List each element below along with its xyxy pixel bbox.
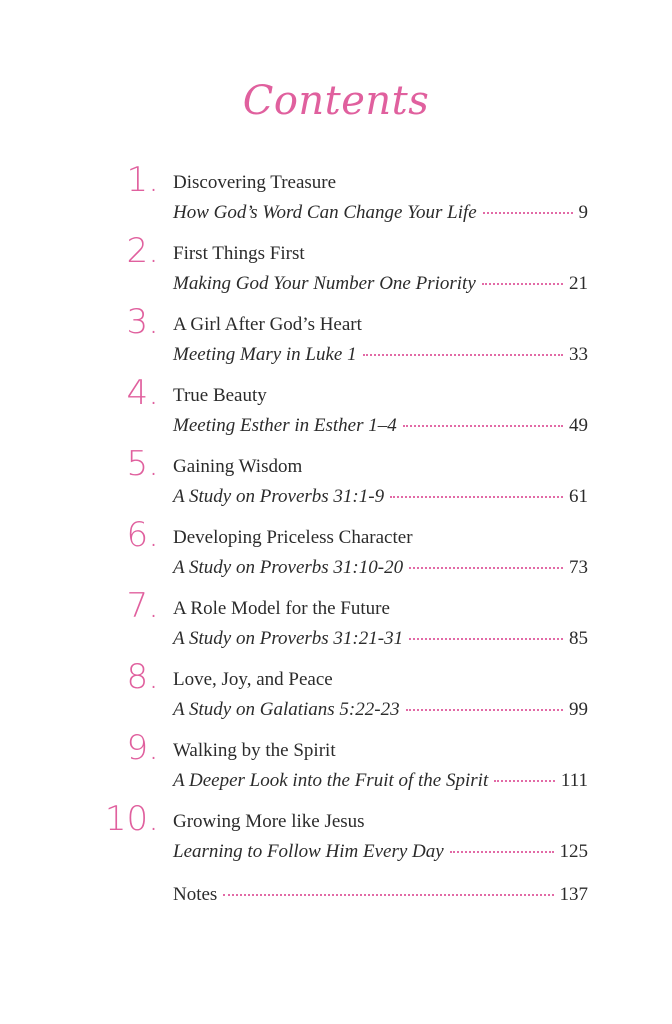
chapter-title: True Beauty: [173, 385, 267, 406]
chapter-subtitle: A Study on Galatians 5:22-23: [173, 699, 400, 720]
chapter-number: 7.: [126, 586, 159, 626]
chapter-subtitle: A Study on Proverbs 31:21-31: [173, 628, 404, 649]
page-number: 137: [559, 884, 588, 905]
chapter-number: 6.: [126, 515, 159, 555]
chapter-number: 9.: [126, 728, 159, 768]
chapter-title: Developing Priceless Character: [173, 527, 413, 548]
chapter-title: A Role Model for the Future: [173, 598, 390, 619]
dot-leader: [409, 638, 563, 640]
page-number: 111: [560, 770, 588, 791]
chapter-number: 8.: [126, 657, 159, 697]
chapter-title: First Things First: [173, 243, 305, 264]
page-number: 9: [578, 202, 588, 223]
chapter-number: 3.: [126, 302, 159, 342]
toc-entry-4[interactable]: [0, 373, 672, 450]
chapter-number: 10.: [104, 799, 159, 839]
chapter-number: 5.: [126, 444, 159, 484]
toc-entry-3[interactable]: [0, 302, 672, 379]
page-number: 85: [569, 628, 588, 649]
chapter-title: Love, Joy, and Peace: [173, 669, 333, 690]
page-number: 61: [569, 486, 588, 507]
dot-leader: [494, 780, 555, 782]
page-number: 49: [569, 415, 588, 436]
page-number: 33: [569, 344, 588, 365]
chapter-subtitle: A Deeper Look into the Fruit of the Spirit: [173, 770, 489, 791]
page-number: 21: [569, 273, 588, 294]
chapter-number: 4.: [126, 373, 159, 413]
dot-leader: [223, 894, 553, 896]
chapter-number: 2.: [126, 231, 159, 271]
chapter-title: Growing More like Jesus: [173, 811, 365, 832]
dot-leader: [406, 709, 563, 711]
chapter-title: Walking by the Spirit: [173, 740, 336, 761]
dot-leader: [363, 354, 563, 356]
toc-entry-7[interactable]: [0, 586, 672, 663]
chapter-subtitle: Making God Your Number One Priority: [173, 273, 476, 294]
toc-entry-9[interactable]: [0, 728, 672, 805]
page-number: 125: [559, 841, 588, 862]
dot-leader: [482, 283, 563, 285]
chapter-title: Discovering Treasure: [173, 172, 337, 193]
toc-entry-5[interactable]: [0, 444, 672, 521]
chapter-title: A Girl After God’s Heart: [173, 314, 362, 335]
toc-entry-2[interactable]: [0, 231, 672, 308]
notes-label: Notes: [173, 884, 218, 905]
toc-entry-6[interactable]: [0, 515, 672, 592]
chapter-subtitle: How God’s Word Can Change Your Life: [173, 202, 477, 223]
toc-entry-1[interactable]: [0, 160, 672, 237]
dot-leader: [450, 851, 554, 853]
chapter-title: Gaining Wisdom: [173, 456, 303, 477]
dot-leader: [403, 425, 563, 427]
chapter-subtitle: Meeting Esther in Esther 1–4: [173, 415, 397, 436]
chapter-subtitle: Learning to Follow Him Every Day: [173, 841, 444, 862]
chapter-subtitle: A Study on Proverbs 31:10-20: [173, 557, 404, 578]
page-number: 73: [569, 557, 588, 578]
toc-entry-10[interactable]: [0, 799, 672, 876]
table-of-contents: [0, 160, 672, 905]
dot-leader: [483, 212, 573, 214]
dot-leader: [390, 496, 563, 498]
page-number: 99: [569, 699, 588, 720]
toc-entry-8[interactable]: [0, 657, 672, 734]
chapter-subtitle: Meeting Mary in Luke 1: [173, 344, 357, 365]
dot-leader: [409, 567, 563, 569]
chapter-subtitle: A Study on Proverbs 31:1-9: [173, 486, 385, 507]
page-title: Contents: [242, 78, 430, 124]
chapter-number: 1.: [126, 160, 159, 200]
toc-entry-notes[interactable]: [173, 884, 588, 906]
